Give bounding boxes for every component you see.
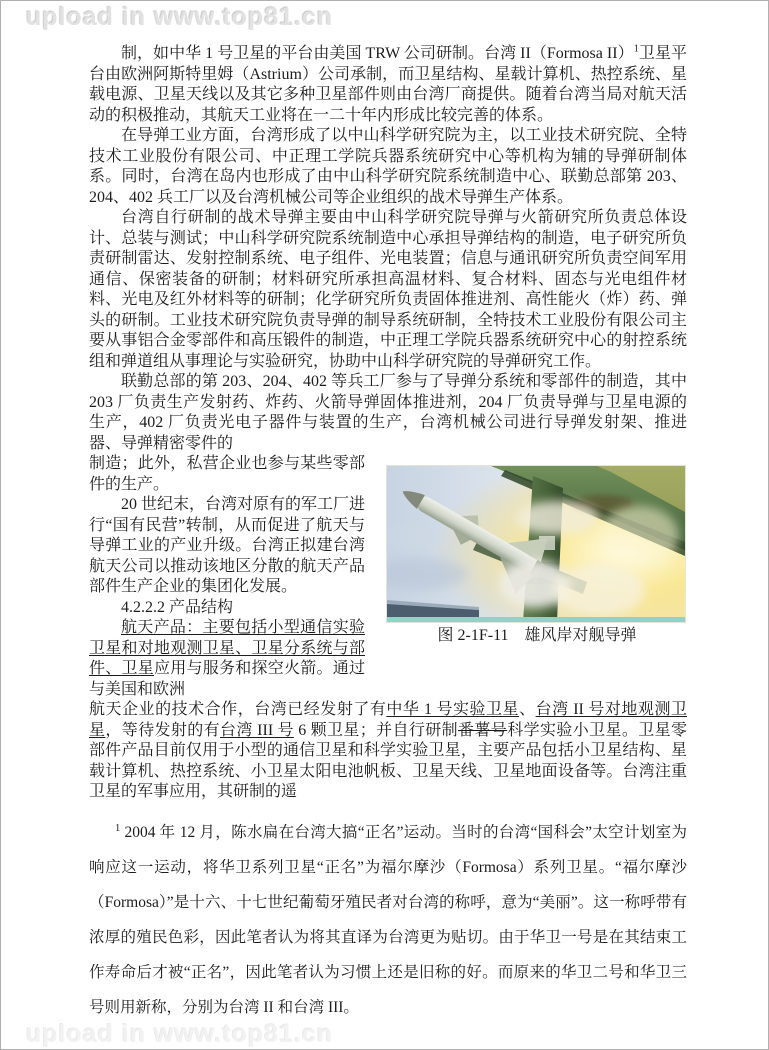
para6-rest: 应用与服务和探空火箭。通过与美国和欧洲	[89, 660, 365, 698]
footnote-text	[89, 815, 687, 1025]
left-text-column	[89, 454, 365, 700]
footnote-body: 2004 年 12 月，陈水扁在台湾大搞“正名”运动。当时的台湾“国科会”太空计划室为响应这一运动，将华卫系列卫星“正名”为福尔摩沙（Formosa）系列卫星。“福尔摩沙（Formosa）”是十六、十七世纪葡萄牙殖民者对台湾的称呼，意为“美丽”。这一称呼带有浓厚的殖民色彩，因此笔者认为将其直译为台湾更为贴切。由于华卫一号是在其结束工作寿命后才被“正名”，因此笔者认为习惯上还是旧称的好。而原来的华卫二号和华卫三号则用新称，分别为台湾 II 和台湾 III。	[89, 823, 688, 1016]
para7-text-4: 6 颗卫星；并自行研制	[293, 721, 459, 739]
satellite-name-taiwan2: 台湾 II 号对地观测卫星	[89, 701, 687, 739]
paragraph-2: 在导弹工业方面，台湾形成了以中山科学研究院为主，以工业技术研究院、全特技术工业股份有限公司、中正理工学院兵器系统研究中心等机构为辅的导弹研制体系。同时，台湾在岛内也形成了由中山科学研究院系统制造中心、联勤总部第 203、204、402 兵工厂以及台湾机械公司等企业组织的战术导弹生产体系。	[89, 127, 687, 206]
footnote-marker: 1	[115, 822, 121, 834]
para7-text-2: 、	[519, 701, 536, 718]
missile-photo	[387, 466, 685, 622]
para1-text-pre: 制，如中华 1 号卫星的平台由美国 TRW 公司研制。台湾 II（Formosa II）	[121, 45, 634, 62]
figure-column	[387, 454, 687, 700]
satellite-name-zhonghua1: 中华 1 号实验卫星	[386, 701, 520, 718]
struck-text-fanshuhao: 番薯号	[458, 721, 508, 739]
paragraph-7	[89, 700, 687, 803]
paragraph-4: 联勤总部的第 203、204、402 等兵工厂参与了导弹分系统和零部件的制造，其中 203 厂负责生产发射药、炸药、火箭导弹固体推进剂，204 厂负责导弹与卫星电源的生产，402 厂负责光电子器件与装置的生产，台湾机械公司进行导弹发射架、推进器、导弹精密零件的	[89, 373, 687, 452]
footnote-block	[89, 815, 687, 1025]
paragraph-5: 20 世纪末，台湾对原有的军工厂进行“国有民营”转制，从而促进了航天与导弹工业的产业升级。台湾正拟建台湾航天公司以推动该地区分散的航天产品部件生产企业的集团化发展。	[89, 496, 366, 595]
para6-underlined-products: 航天产品：主要包括小型通信实验卫星和对地观测卫星、卫星分系统与部件、卫星	[89, 619, 365, 677]
figure-caption: 图 2-1F-11 雄风岸对舰导弹	[437, 627, 637, 644]
watermark-bottom: upload in www.top81.cn	[26, 1020, 334, 1048]
para7-text-3: ，等待发射的有	[105, 721, 221, 739]
footnote-reference: 1	[633, 43, 639, 55]
para1-text-post: 卫星平台由欧洲阿斯特里姆（Astrium）公司承制，而卫星结构、星载计算机、热控系统、星载电源、卫星天线以及其它多种卫星部件则由台湾厂商提供。随着台湾当局对航天活动的积极推动，其航天工业将在一二十年内形成比较完善的体系。	[89, 45, 687, 124]
para7-text-1: 航天企业的技术合作，台湾已经发射了有	[89, 701, 387, 718]
text-image-columns	[89, 454, 687, 700]
watermark-top: upload in www.top81.cn	[26, 3, 334, 31]
photo-bottom-edge	[387, 617, 685, 622]
para7-text-5: 科学实验小卫星。卫星零部件产品目前仅用于小型的通信卫星和科学实验卫星，主要产品包括小卫星结构、星载计算机、热控系统、小卫星太阳电池帆板、卫星天线、卫星地面设备等。台湾注重卫星的军事应用，其研制的遥	[89, 721, 687, 800]
paragraph-1	[89, 44, 687, 126]
page-content	[89, 44, 687, 1025]
paragraph-4-continued: 制造；此外，私营企业也参与某些零部件的生产。	[89, 455, 365, 493]
figure	[387, 466, 687, 647]
satellite-name-taiwan3: 台湾 III 号	[220, 721, 294, 739]
paragraph-6	[89, 618, 365, 700]
paragraph-3: 台湾自行研制的战术导弹主要由中山科学研究院导弹与火箭研究所负责总体设计、总装与测试；中山科学研究院系统制造中心承担导弹结构的制造，电子研究所负责研制雷达、发射控制系统、电子组件、光电装置；信息与通讯研究所负责空间军用通信、保密装备的研制；材料研究所承担高温材料、复合材料、固态与光电组件材料、光电及红外材料等的研制；化学研究所负责固体推进剂、高性能火（炸）药、弹头的研制。工业技术研究院负责导弹的制导系统研制，全特技术工业股份有限公司主要从事铝合金零部件和高压锻件的制造，中正理工学院兵器系统研究中心的射控系统组和弹道组从事理论与实验研究，协助中山科学研究院的导弹研究工作。	[89, 209, 687, 370]
section-heading: 4.2.2.2 产品结构	[121, 598, 234, 616]
